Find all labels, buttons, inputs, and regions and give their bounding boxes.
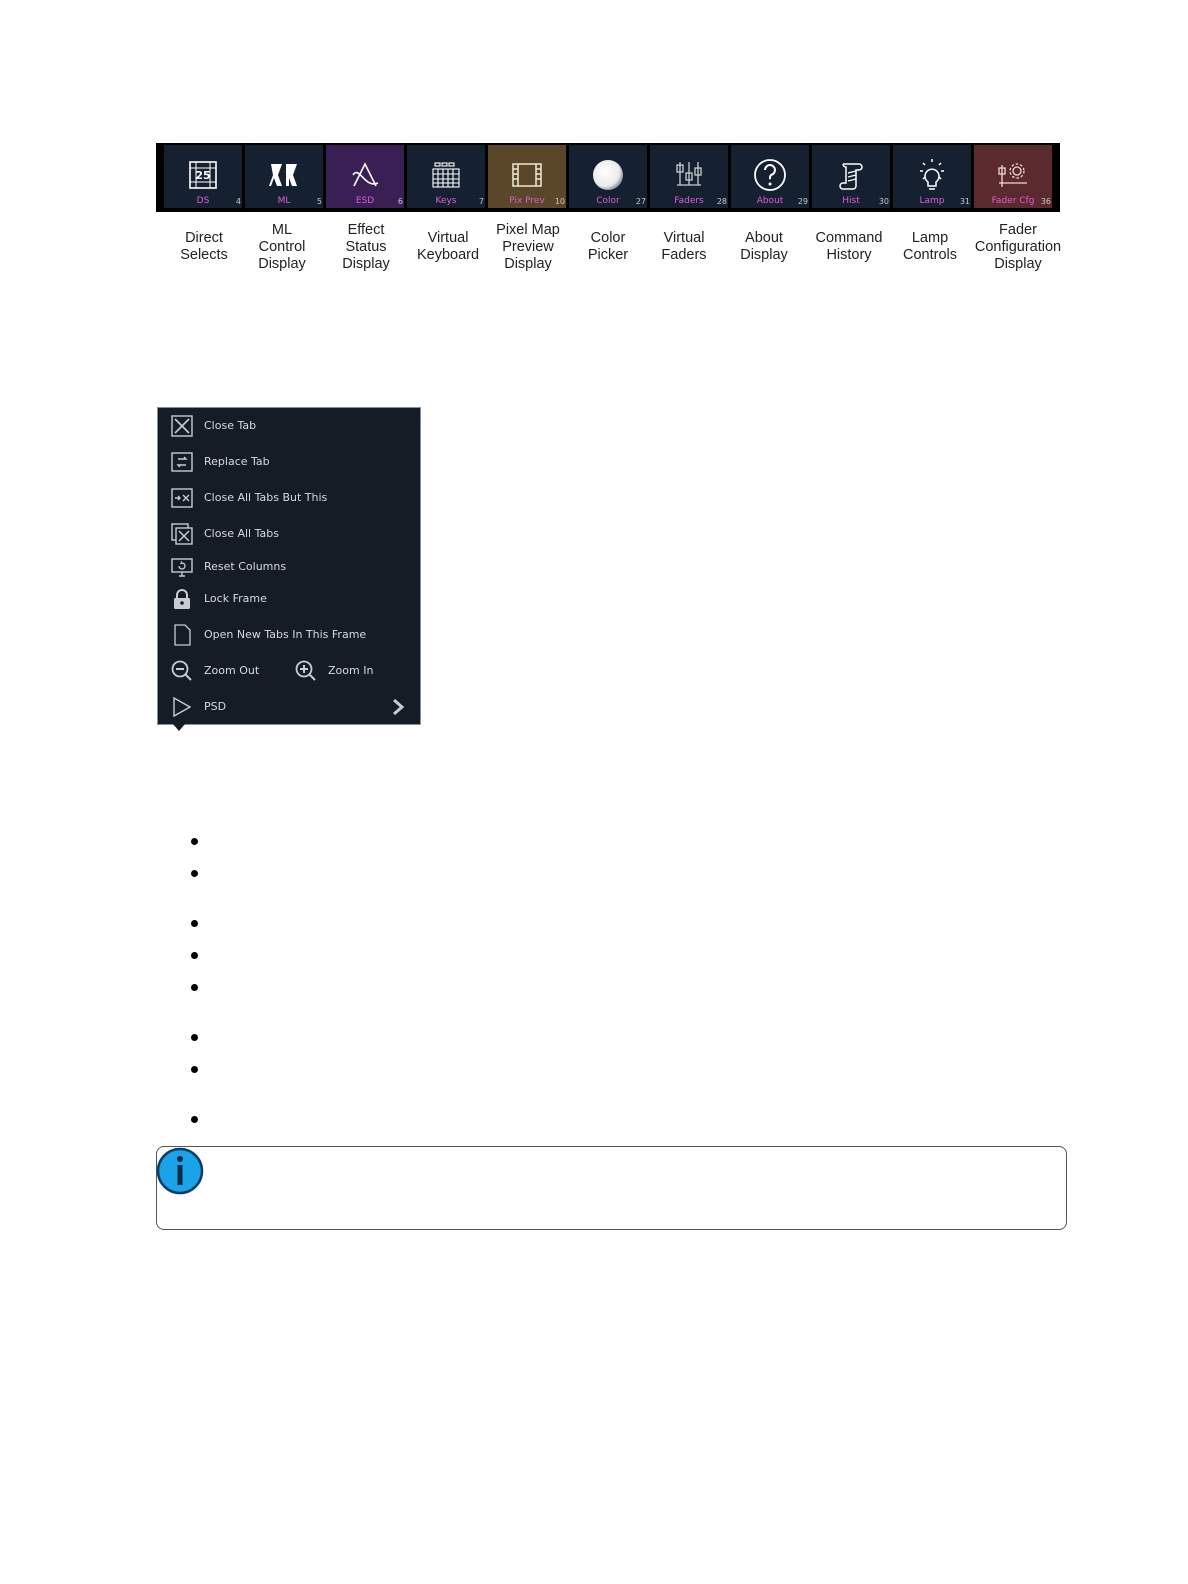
tab-description-label: Command History (815, 230, 883, 263)
lock-icon (170, 587, 194, 611)
list-bullet (191, 1066, 198, 1073)
menu-item-label: Close All Tabs (204, 527, 279, 540)
replace-tab-icon (170, 450, 194, 474)
zoom-out-label: Zoom Out (204, 664, 260, 677)
tab-tile-color[interactable] (569, 145, 647, 208)
tab-tile-ds[interactable] (164, 145, 242, 208)
menu-item-label: Lock Frame (204, 592, 267, 605)
tab-number: 27 (635, 197, 646, 206)
list-bullet (191, 1034, 198, 1041)
play-triangle-icon (170, 695, 194, 719)
tab-number: 28 (716, 197, 727, 206)
tab-number: 29 (797, 197, 808, 206)
menu-item-replace-tab[interactable] (158, 447, 420, 477)
info-icon (155, 1146, 205, 1196)
tab-tile-hist[interactable] (812, 145, 890, 208)
keyboard-icon (426, 155, 466, 195)
menu-item-open-new-tabs[interactable] (158, 620, 420, 650)
tab-number: 6 (397, 197, 403, 206)
effect-status-icon (345, 155, 385, 195)
zoom-in-label: Zoom In (328, 664, 374, 677)
tab-description-label: Direct Selects (180, 230, 228, 263)
menu-item-reset-columns[interactable] (158, 552, 420, 582)
tab-abbreviation: ESD (355, 196, 375, 206)
menu-item-zoom-out[interactable] (158, 656, 420, 686)
fader-gear-icon (993, 155, 1033, 195)
tab-tile-faders[interactable] (650, 145, 728, 208)
ml-control-icon (264, 155, 304, 195)
tab-number: 31 (959, 197, 970, 206)
menu-pointer (173, 724, 185, 731)
list-bullet (191, 920, 198, 927)
list-bullet (191, 1116, 198, 1123)
menu-item-label: Reset Columns (204, 560, 287, 573)
menu-item-label: Close Tab (204, 419, 257, 432)
list-bullet (191, 870, 198, 877)
tab-tile-ml[interactable] (245, 145, 323, 208)
tab-description-label: About Display (740, 230, 788, 263)
tab-abbreviation: Pix Prev (509, 196, 545, 206)
svg-text:25: 25 (195, 169, 211, 182)
menu-item-label: Replace Tab (204, 455, 270, 468)
menu-item-close-all-but-this[interactable] (158, 483, 420, 513)
tab-description-label: Virtual Keyboard (416, 230, 480, 263)
menu-item-lock-frame[interactable] (158, 584, 420, 614)
tab-abbreviation: Lamp (919, 196, 945, 206)
reset-columns-icon (170, 555, 194, 579)
list-bullet (191, 838, 198, 845)
note-box (156, 1146, 1067, 1230)
menu-item-zoom-in[interactable] (294, 656, 414, 686)
color-ball-icon (588, 155, 628, 195)
menu-item-label: PSD (204, 700, 227, 713)
tab-labels (160, 222, 1080, 282)
list-bullet (191, 984, 198, 991)
menu-item-close-tab[interactable] (158, 411, 420, 441)
list-bullet (191, 952, 198, 959)
tab-tile-fader-cfg[interactable] (974, 145, 1052, 208)
help-icon (750, 155, 790, 195)
zoom-out-icon (170, 659, 194, 683)
chevron-right-icon (390, 698, 406, 716)
close-tab-icon (170, 414, 194, 438)
lightbulb-icon (912, 155, 952, 195)
tab-description-label: Lamp Controls (903, 230, 957, 263)
close-all-icon (170, 522, 194, 546)
tab-description-label: Pixel Map Preview Display (496, 222, 560, 272)
menu-item-label: Close All Tabs But This (204, 491, 328, 504)
tab-number: 10 (554, 197, 565, 206)
tab-abbreviation: Keys (435, 196, 457, 206)
close-others-icon (170, 486, 194, 510)
tab-number: 30 (878, 197, 889, 206)
tab-number: 36 (1040, 197, 1051, 206)
tab-tile-pix-prev[interactable] (488, 145, 566, 208)
film-icon (507, 155, 547, 195)
tab-description-label: Effect Status Display (342, 222, 390, 272)
document-icon (170, 623, 194, 647)
tab-abbreviation: Faders (674, 196, 704, 206)
faders-icon (669, 155, 709, 195)
direct-selects-icon (183, 155, 223, 195)
tab-description-label: ML Control Display (258, 222, 306, 272)
tab-description-label: Color Picker (587, 230, 629, 263)
menu-item-close-all-tabs[interactable] (158, 519, 420, 549)
tab-abbreviation: ML (277, 196, 291, 206)
menu-item-psd[interactable] (158, 692, 420, 722)
tab-tile-about[interactable] (731, 145, 809, 208)
tab-abbreviation: DS (196, 196, 210, 206)
tab-abbreviation: Fader Cfg (991, 196, 1035, 206)
zoom-in-icon (294, 659, 318, 683)
tab-context-menu (157, 407, 421, 725)
tab-number: 5 (316, 197, 322, 206)
tab-tile-lamp[interactable] (893, 145, 971, 208)
tab-abbreviation: Color (596, 196, 620, 206)
scroll-icon (831, 155, 871, 195)
tab-tile-keys[interactable] (407, 145, 485, 208)
tab-number: 7 (478, 197, 484, 206)
tab-number: 4 (235, 197, 241, 206)
tab-description-label: Virtual Faders (661, 230, 707, 263)
tab-bar (156, 143, 1060, 212)
tab-description-label: Fader Configuration Display (974, 222, 1062, 272)
tab-tile-esd[interactable] (326, 145, 404, 208)
menu-item-label: Open New Tabs In This Frame (204, 628, 367, 641)
tab-abbreviation: About (756, 196, 784, 206)
tab-abbreviation: Hist (842, 196, 860, 206)
